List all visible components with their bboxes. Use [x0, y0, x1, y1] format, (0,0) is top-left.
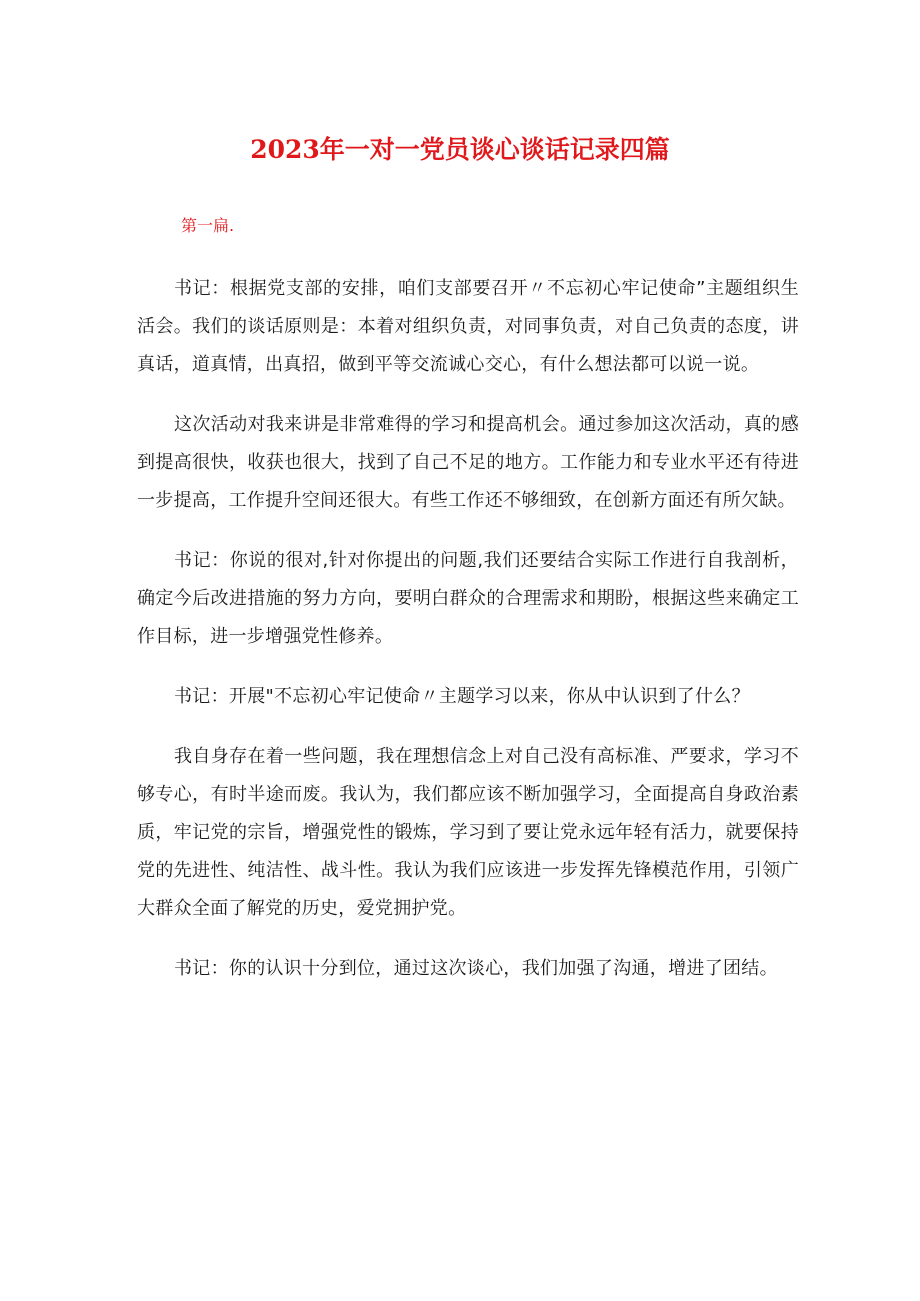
section-label: 第一扁. [181, 216, 235, 235]
paragraph: 这次活动对我来讲是非常难得的学习和提高机会。通过参加这次活动，真的感到提高很快，收获也很大，找到了自己不足的地方。工作能力和专业水平还有待进一步提高，工作提升空间还很大。有些工作还不够细致，在创新方面还有所欠缺。 [137, 414, 799, 511]
paragraph: 书记：你的认识十分到位，通过这次谈心，我们加强了沟通，增进了团结。 [174, 958, 778, 979]
paragraph: 我自身存在着一些问题，我在理想信念上对自己没有高标准、严要求，学习不够专心，有时半途而废。我认为，我们都应该不断加强学习，全面提高自身政治素质，牢记党的宗旨，增强党性的锻炼，学习到了要让党永远年轻有活力，就要保持党的先进性、纯洁性、战斗性。我认为我们应该进一步发挥先锋模范作用，引领广大群众全面了解党的历史，爱党拥护党。 [137, 746, 799, 919]
paragraph: 书记：开展"不忘初心牢记使命〃主题学习以来，你从中认识到了什么？ [174, 686, 750, 707]
paragraph: 书记：根据党支部的安排，咱们支部要召开〃不忘初心牢记使命”主题组织生活会。我们的谈话原则是：本着对组织负责，对同事负责，对自己负责的态度，讲真话，道真情，出真招，做到平等交流诚心交心，有什么想法都可以说一说。 [137, 278, 799, 375]
document-body [137, 270, 799, 1010]
document-title: 2023年一对一党员谈心谈话记录四篇 [250, 135, 670, 164]
paragraph: 书记：你说的很对,针对你提出的问题,我们还要结合实际工作进行自我剖析，确定今后改进措施的努力方向，要明白群众的合理需求和期盼，根据这些来确定工作目标，进一步增强党性修养。 [137, 550, 799, 647]
